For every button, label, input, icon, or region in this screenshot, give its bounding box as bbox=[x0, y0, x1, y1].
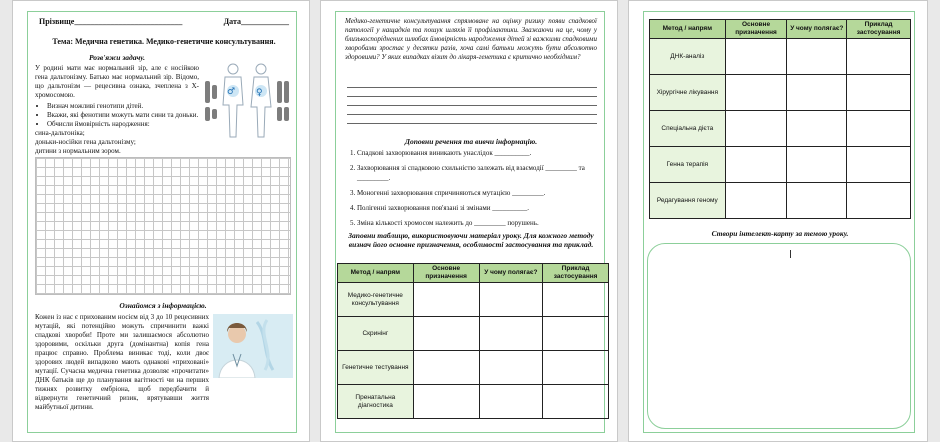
worksheet-page-3 bbox=[628, 0, 928, 442]
task-bullets bbox=[35, 102, 199, 129]
method-cell: Редагування геному bbox=[650, 183, 726, 219]
worksheet-page-2 bbox=[320, 0, 618, 442]
column-header: Метод / напрям bbox=[338, 264, 414, 283]
column-header: У чому полягає? bbox=[787, 20, 847, 39]
answer-cell[interactable] bbox=[479, 385, 543, 419]
table-row bbox=[650, 111, 911, 147]
work-grid[interactable] bbox=[35, 157, 291, 295]
answer-cell[interactable] bbox=[847, 147, 911, 183]
answer-lines[interactable] bbox=[347, 87, 597, 132]
table-row bbox=[338, 317, 609, 351]
answer-line[interactable] bbox=[347, 114, 597, 115]
answer-line[interactable] bbox=[347, 123, 597, 124]
answer-cell[interactable] bbox=[543, 283, 609, 317]
list-item: 4. Полігенні захворювання пов'язані зі змінами __________. bbox=[357, 203, 601, 213]
method-cell: Генетичне тестування bbox=[338, 351, 414, 385]
methods-table-2 bbox=[649, 19, 911, 219]
fill-heading: Доповни речення та вивчи інформацію. bbox=[404, 137, 538, 146]
table-row bbox=[338, 351, 609, 385]
list-item: 2. Захворювання зі спадковою схильністю залежать від взаємодії _________ та _________. bbox=[357, 163, 601, 183]
mindmap-box[interactable] bbox=[647, 243, 911, 429]
list-item: 5. Зміна кількості хромосом належить до _________ порушень. bbox=[357, 218, 601, 228]
column-header: Метод / напрям bbox=[650, 20, 726, 39]
table-row bbox=[338, 385, 609, 419]
answer-cell[interactable] bbox=[479, 351, 543, 385]
table-header-row bbox=[650, 20, 911, 39]
answer-cell[interactable] bbox=[787, 183, 847, 219]
answer-cell[interactable] bbox=[725, 75, 787, 111]
surname-field[interactable]: Прізвище___________________________ bbox=[39, 17, 183, 26]
method-cell: ДНК-аналіз bbox=[650, 39, 726, 75]
answer-cell[interactable] bbox=[725, 39, 787, 75]
list-item: • Визнач можливі генотипи дітей. bbox=[47, 102, 199, 111]
table-instruction: Заповни таблицю, використовуючи матеріал уроку. Для кожного методу визнач його основне призначення, особливості застосування та приклад. bbox=[348, 231, 594, 249]
answer-cell[interactable] bbox=[847, 39, 911, 75]
prob-line: дитини з нормальним зором. bbox=[35, 147, 121, 155]
answer-cell[interactable] bbox=[543, 317, 609, 351]
prob-line: доньки-носійки гена дальтонізму; bbox=[35, 138, 136, 146]
table-row bbox=[650, 75, 911, 111]
task-heading: Розв'яжи задачу. bbox=[88, 53, 146, 62]
method-cell: Генна терапія bbox=[650, 147, 726, 183]
answer-cell[interactable] bbox=[413, 385, 479, 419]
answer-cell[interactable] bbox=[725, 147, 787, 183]
answer-cell[interactable] bbox=[725, 111, 787, 147]
info-heading: Ознайомся з інформацією. bbox=[119, 301, 207, 310]
table-row bbox=[650, 39, 911, 75]
table-row bbox=[650, 183, 911, 219]
answer-line[interactable] bbox=[347, 87, 597, 88]
list-item: • Обчисли ймовірність народження: bbox=[47, 120, 199, 129]
intro-paragraph: Медико-генетичне консультування спрямоване на оцінку ризику появи спадкової патології у нащадків та пошук шляхів її профілактики. Зважаючи на це, чому у близькоспоріднених шлюбах ймовірність народження дітей зі важкими спадковими хворобами зростає у десятки разів, хоча самі батьки можуть бути абсолютно здоровими? У яких випадках візит до лікаря-генетика є критично необхідним? bbox=[345, 17, 597, 61]
answer-cell[interactable] bbox=[479, 317, 543, 351]
answer-cell[interactable] bbox=[543, 351, 609, 385]
column-header: Основне призначення bbox=[725, 20, 787, 39]
worksheet-page-1 bbox=[12, 0, 310, 442]
answer-cell[interactable] bbox=[787, 147, 847, 183]
list-item: 1. Спадкові захворювання виникають унаслідок __________. bbox=[357, 148, 601, 158]
method-cell: Медико-генетичне консультування bbox=[338, 283, 414, 317]
column-header: Приклад застосування bbox=[543, 264, 609, 283]
column-header: Приклад застосування bbox=[847, 20, 911, 39]
svg-text:♀: ♀ bbox=[256, 88, 263, 98]
table-row bbox=[338, 283, 609, 317]
info-text-block bbox=[35, 313, 291, 412]
answer-cell[interactable] bbox=[413, 283, 479, 317]
topic-title: Тема: Медична генетика. Медико-генетичне консультування. bbox=[52, 37, 276, 46]
method-cell: Пренатальна діагностика bbox=[338, 385, 414, 419]
answer-cell[interactable] bbox=[847, 75, 911, 111]
method-cell: Хірургічне лікування bbox=[650, 75, 726, 111]
male-female-chromosomes-illustration bbox=[201, 61, 293, 141]
answer-line[interactable] bbox=[347, 96, 597, 97]
answer-cell[interactable] bbox=[543, 385, 609, 419]
fill-sentences bbox=[343, 148, 601, 233]
answer-cell[interactable] bbox=[787, 39, 847, 75]
header-fields bbox=[39, 17, 289, 26]
task-text: У родині мати має нормальний зір, але є носійкою гена дальтонізму. Батько має нормальний зір. Відомо, що дальтонізм — рецесивна ознака, зчеплена з Х-хромосомою. bbox=[35, 64, 199, 99]
column-header: Основне призначення bbox=[413, 264, 479, 283]
column-header: У чому полягає? bbox=[479, 264, 543, 283]
answer-line[interactable] bbox=[347, 105, 597, 106]
answer-cell[interactable] bbox=[787, 111, 847, 147]
task-block bbox=[35, 53, 199, 156]
table-header-row bbox=[338, 264, 609, 283]
methods-table-1 bbox=[337, 263, 609, 419]
info-text: Кожен із нас є прихованим носієм від 3 до 10 рецесивних мутацій, які потенційно можуть спричинити важкі спадкові хвороби! Проте ми залишаємося абсолютно здоровими, оскільки друга (домінантна) копія гена працює справно. Проблема виникає тоді, коли двоє здорових людей випадково мають однакові «приховані» мутації. Сучасна медична генетика дозволяє «прочитати» ДНК батьків ще до планування вагітності чи на перших тижнях розвитку ембріона, щоб передбачити й відвернути генетичний ризик, врятувавши життя майбутньої дитини. bbox=[35, 313, 209, 411]
svg-text:♂: ♂ bbox=[227, 87, 236, 97]
date-field[interactable]: Дата____________ bbox=[223, 17, 289, 26]
answer-cell[interactable] bbox=[725, 183, 787, 219]
answer-cell[interactable] bbox=[787, 75, 847, 111]
answer-cell[interactable] bbox=[479, 283, 543, 317]
answer-cell[interactable] bbox=[847, 183, 911, 219]
answer-cell[interactable] bbox=[413, 351, 479, 385]
list-item: • Вкажи, які фенотипи можуть мати сини та доньки. bbox=[47, 111, 199, 120]
answer-cell[interactable] bbox=[413, 317, 479, 351]
prob-line: сина-дальтоніка; bbox=[35, 129, 85, 137]
text-cursor bbox=[790, 250, 791, 258]
method-cell: Скринінг bbox=[338, 317, 414, 351]
method-cell: Спеціальна дієта bbox=[650, 111, 726, 147]
list-item: 3. Моногенні захворювання спричиняються мутацією _________. bbox=[357, 188, 601, 198]
answer-cell[interactable] bbox=[847, 111, 911, 147]
table-row bbox=[650, 147, 911, 183]
mindmap-instruction: Створи інтелект-карту за темою уроку. bbox=[711, 229, 849, 238]
